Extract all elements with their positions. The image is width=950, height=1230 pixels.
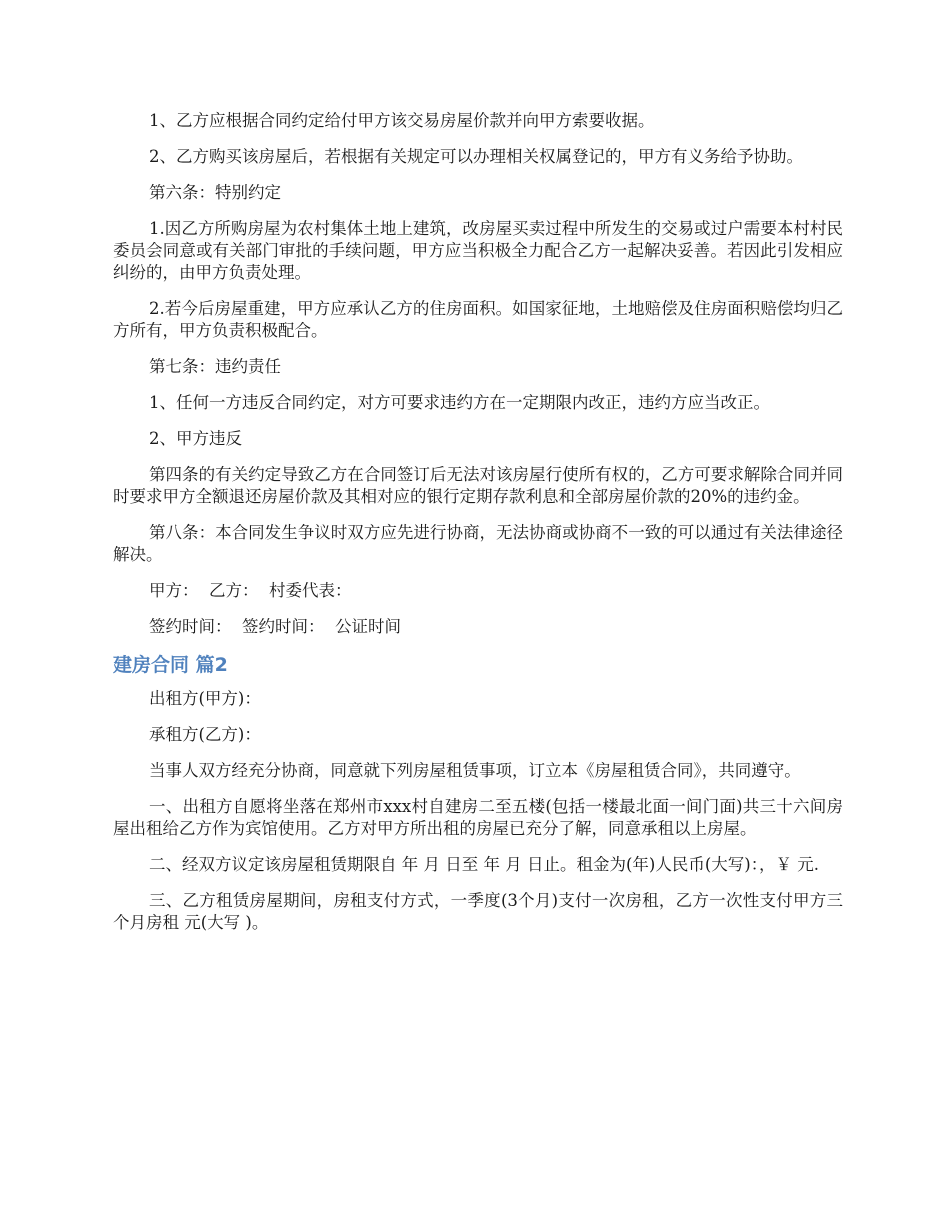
signature-parties: 甲方： 乙方： 村委代表： bbox=[149, 581, 352, 600]
paragraph-payment: 1、乙方应根据合同约定给付甲方该交易房屋价款并向甲方索要收据。 bbox=[149, 111, 655, 130]
article-7-title: 第七条：违约责任 bbox=[149, 357, 281, 376]
document-body bbox=[113, 110, 843, 948]
article-8-dispute: 第八条：本合同发生争议时双方应先进行协商，无法协商或协商不一致的可以通过有关法律途径解决。 bbox=[113, 523, 843, 564]
paragraph-registration-assist: 2、乙方购买该房屋后，若根据有关规定可以办理相关权属登记的，甲方有义务给予协助。 bbox=[149, 147, 803, 166]
paragraph-agreement: 当事人双方经充分协商，同意就下列房屋租赁事项，订立本《房屋租赁合同》，共同遵守。 bbox=[149, 761, 801, 780]
signature-dates: 签约时间： 签约时间： 公证时间 bbox=[149, 617, 401, 636]
paragraph-party-a-breach: 2、甲方违反 bbox=[149, 429, 242, 448]
paragraph-breach-correction: 1、任何一方违反合同约定，对方可要求违约方在一定期限内改正，违约方应当改正。 bbox=[149, 393, 770, 412]
lessee-line: 承租方(乙方)： bbox=[149, 725, 261, 744]
section-heading: 建房合同 篇2 bbox=[113, 654, 228, 676]
paragraph-clause-1: 一、出租方自愿将坐落在郑州市xxx村自建房二至五楼(包括一楼最北面一间门面)共三十六间房屋出租给乙方作为宾馆使用。乙方对甲方所出租的房屋已充分了解，同意承租以上房屋。 bbox=[113, 797, 843, 838]
article-6-title: 第六条：特别约定 bbox=[149, 183, 281, 202]
lessor-line: 出租方(甲方)： bbox=[149, 689, 261, 708]
paragraph-article-4-breach: 第四条的有关约定导致乙方在合同签订后无法对该房屋行使所有权的，乙方可要求解除合同并同时要求甲方全额退还房屋价款及其相对应的银行定期存款利息和全部房屋价款的20%的违约金。 bbox=[113, 465, 843, 506]
paragraph-collective-land: 1.因乙方所购房屋为农村集体土地上建筑，改房屋买卖过程中所发生的交易或过户需要本村村民委员会同意或有关部门审批的手续问题，甲方应当积极全力配合乙方一起解决妥善。若因此引发相应纠纷的，由甲方负责处理。 bbox=[113, 219, 843, 282]
paragraph-clause-2: 二、经双方议定该房屋租赁期限自 年 月 日至 年 月 日止。租金为(年)人民币(大写)：，￥ 元. bbox=[149, 855, 819, 874]
paragraph-clause-3: 三、乙方租赁房屋期间，房租支付方式，一季度(3个月)支付一次房租，乙方一次性支付甲方三个月房租 元(大写 )。 bbox=[113, 891, 843, 932]
paragraph-rebuild: 2.若今后房屋重建，甲方应承认乙方的住房面积。如国家征地，土地赔偿及住房面积赔偿均归乙方所有，甲方负责积极配合。 bbox=[113, 299, 843, 340]
